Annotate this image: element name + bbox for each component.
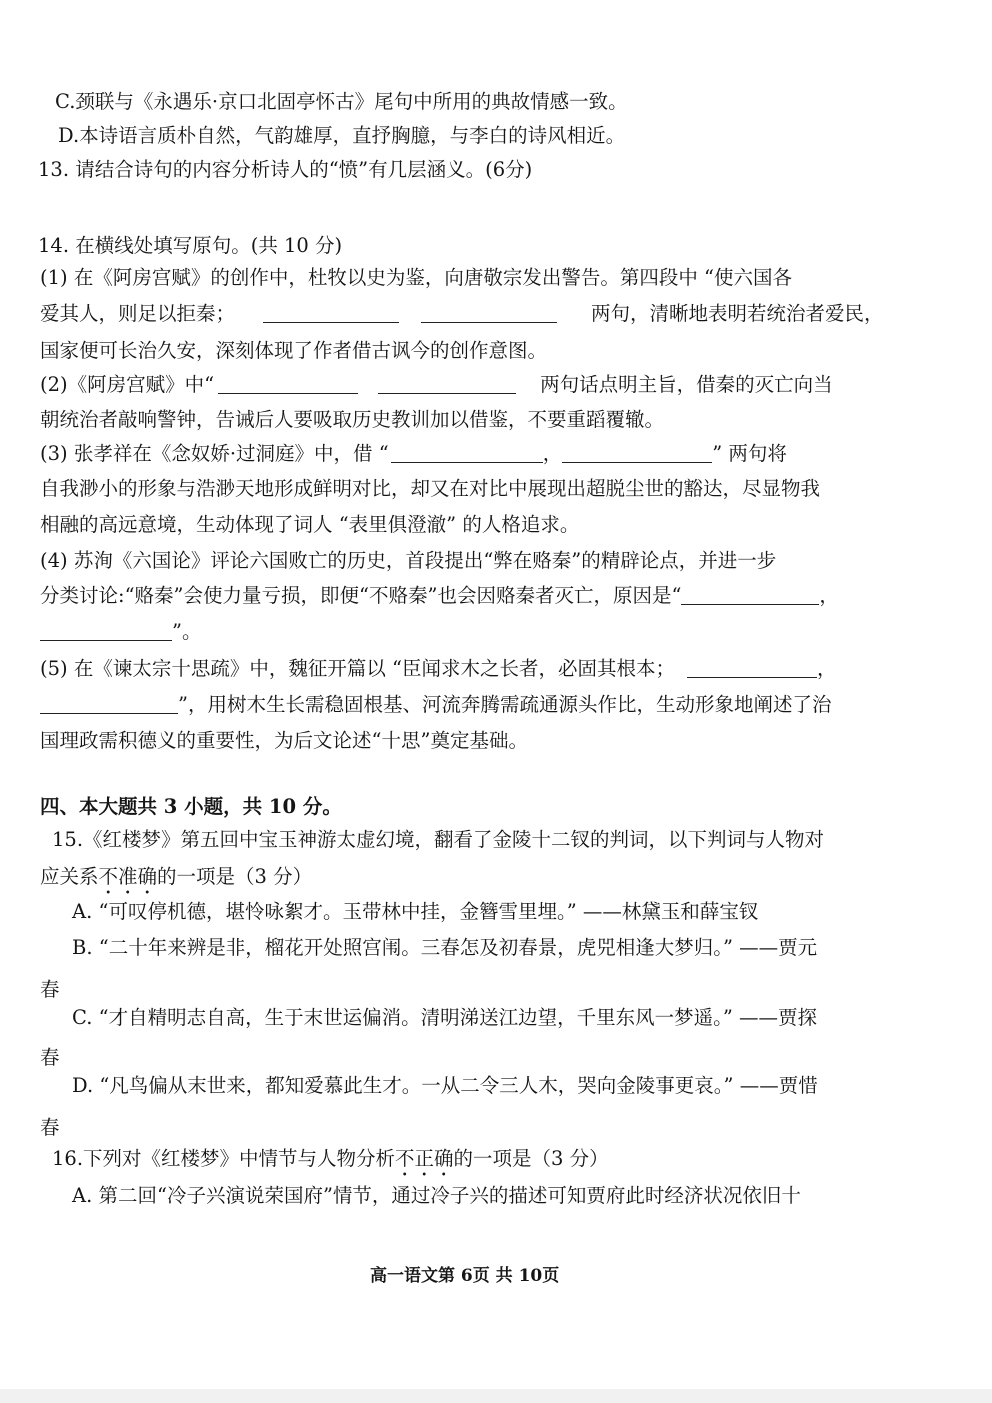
q15-text-a: 应关系	[40, 865, 99, 888]
q14-4-text-a: 分类讨论:“赂秦”会使力量亏损，即便“不赂秦”也会因赂秦者灭亡，原因是“	[40, 584, 682, 607]
page-footer: 高一语文第 6页 共 10页	[370, 1266, 560, 1286]
answer-blank[interactable]	[40, 695, 178, 714]
q16-text-b: 的一项是（3 分）	[453, 1147, 609, 1170]
q15-option-d-cont: 春	[40, 1116, 60, 1139]
q12-option-c: C.颈联与《永遇乐·京口北固亭怀古》尾句中所用的典故情感一致。	[55, 90, 628, 113]
q16-option-a: A. 第二回“冷子兴演说荣国府”情节，通过冷子兴的描述可知贾府此时经济状况依旧十	[72, 1184, 801, 1207]
q14-5-text-b: ”，用树木生长需稳固根基、河流奔腾需疏通源头作比，生动形象地阐述了治	[178, 693, 832, 716]
answer-blank[interactable]	[421, 304, 557, 323]
answer-blank[interactable]	[681, 586, 819, 605]
q14-3-comma: ，	[542, 442, 563, 465]
q14-3-line2: 自我渺小的形象与浩渺天地形成鲜明对比，却又在对比中展现出超脱尘世的豁达，尽显物我	[40, 477, 821, 500]
q14-2-text-b: 两句话点明主旨，借秦的灭亡向当	[540, 373, 833, 396]
q14-5-line1	[40, 659, 837, 679]
answer-blank[interactable]	[378, 375, 516, 394]
q15-option-b-cont: 春	[40, 978, 60, 1001]
q14-5-line3: 国理政需积德义的重要性，为后文论述“十思”奠定基础。	[40, 729, 528, 752]
scan-bottom-edge	[0, 1389, 992, 1403]
q14-1-line3: 国家便可长治久安，深刻体现了作者借古讽今的创作意图。	[40, 339, 548, 362]
q14-1-text-b: 两句，清晰地表明若统治者爱民，	[591, 302, 884, 325]
q14-3-line3: 相融的高远意境，生动体现了词人 “表里俱澄澈” 的人格追求。	[40, 513, 580, 536]
q14-5-text-a: (5) 在《谏太宗十思疏》中，魏征开篇以 “臣闻求木之长者，必固其根本；	[40, 657, 675, 680]
q13-question: 13. 请结合诗句的内容分析诗人的“愤”有几层涵义。(6分)	[38, 158, 533, 181]
q15-text-b: 的一项是（3 分）	[157, 865, 313, 888]
q14-3-text-b: ” 两句将	[712, 442, 787, 465]
answer-blank[interactable]	[40, 622, 172, 641]
q14-2-text-a: (2)《阿房宫赋》中“	[40, 373, 215, 396]
q14-4-line3	[40, 622, 201, 642]
answer-blank[interactable]	[562, 444, 712, 463]
q12-option-d: D.本诗语言质朴自然，气韵雄厚，直抒胸臆，与李白的诗风相近。	[58, 124, 626, 147]
q14-2-line1	[40, 375, 833, 395]
q15-option-c: C. “才自精明志自高，生于末世运偏消。清明涕送江边望，千里东风一梦遥。” ——贾探	[72, 1006, 818, 1029]
q15-option-b: B. “二十年来辨是非，榴花开处照宫闱。三春怎及初春景，虎兕相逢大梦归。” ——贾元	[72, 936, 818, 959]
q14-1-line1: (1) 在《阿房宫赋》的创作中，杜牧以史为鉴，向唐敬宗发出警告。第四段中 “使六国各	[40, 266, 792, 289]
q15-emphasis: 不准确	[98, 865, 158, 888]
q14-1-text-a: 爱其人，则足以拒秦；	[40, 302, 236, 325]
answer-blank[interactable]	[218, 375, 358, 394]
q14-title: 14. 在横线处填写原句。(共 10 分)	[38, 234, 343, 257]
q14-4-line1: (4) 苏洵《六国论》评论六国败亡的历史，首段提出“弊在赂秦”的精辟论点，并进一步	[40, 549, 777, 572]
q14-3-line1	[40, 444, 787, 464]
q14-3-text-a: (3) 张孝祥在《念奴娇·过洞庭》中，借 “	[40, 442, 389, 465]
answer-blank[interactable]	[391, 444, 543, 463]
q14-4-text-c: ”。	[172, 620, 202, 643]
q14-4-line2	[40, 586, 839, 606]
q14-4-comma: ，	[819, 584, 839, 607]
q16-emphasis: 不正确	[395, 1147, 454, 1170]
section-4-heading: 四、本大题共 3 小题，共 10 分。	[40, 795, 342, 818]
q15-option-d: D. “凡鸟偏从末世来，都知爱慕此生才。一从二令三人木，哭向金陵事更哀。” ——贾惜	[72, 1074, 818, 1097]
q14-5-line2	[40, 695, 831, 715]
q16-text-a: 16.下列对《红楼梦》中情节与人物分析	[52, 1147, 396, 1170]
q16-line1	[52, 1147, 609, 1181]
q14-1-line2	[40, 304, 884, 324]
answer-blank[interactable]	[263, 304, 399, 323]
q15-option-c-cont: 春	[40, 1046, 60, 1069]
q15-line2	[40, 865, 312, 899]
q15-line1: 15.《红楼梦》第五回中宝玉神游太虚幻境，翻看了金陵十二钗的判词，以下判词与人物对	[52, 828, 825, 851]
q14-2-line2: 朝统治者敲响警钟，告诫后人要吸取历史教训加以借鉴，不要重蹈覆辙。	[40, 408, 665, 431]
q15-option-a: A. “可叹停机德，堪怜咏絮才。玉带林中挂，金簪雪里埋。” ——林黛玉和薛宝钗	[72, 900, 759, 923]
answer-blank[interactable]	[687, 659, 817, 678]
q14-5-comma: ，	[817, 657, 837, 680]
